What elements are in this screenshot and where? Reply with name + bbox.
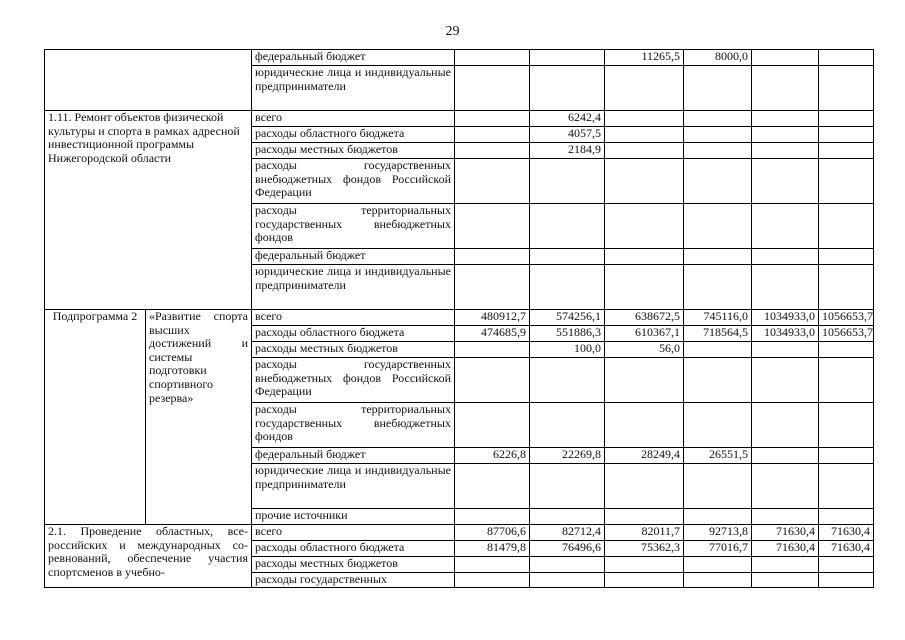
value-cell: 6242,4 [530,111,605,127]
value-cell [530,50,605,66]
value-cell: 11265,5 [605,50,684,66]
source-label: расходы государственных внебюджетных фондов Российской Федерации [252,358,455,403]
value-cell [605,159,684,204]
value-cell [455,573,530,588]
value-cell [455,159,530,204]
value-cell [605,111,684,127]
value-cell [752,464,819,509]
source-label: всего [252,525,455,541]
value-cell [752,143,819,159]
value-cell [819,50,874,66]
source-label: юридические лица и индивидуальные предприниматели [252,66,455,111]
value-cell [530,204,605,249]
value-cell [530,573,605,588]
value-cell [530,159,605,204]
value-cell: 8000,0 [684,50,752,66]
value-cell: 100,0 [530,342,605,358]
value-cell: 77016,7 [684,541,752,557]
value-cell [455,50,530,66]
value-cell [819,464,874,509]
value-cell [605,509,684,525]
value-cell [752,127,819,143]
value-cell [605,557,684,573]
source-label: юридические лица и индивидуальные предприниматели [252,265,455,310]
value-cell [819,557,874,573]
source-label: расходы территориальных государственных внебюджетных фондов [252,403,455,448]
value-cell [605,127,684,143]
value-cell: 6226,8 [455,448,530,464]
value-cell: 71630,4 [752,541,819,557]
value-cell [819,127,874,143]
source-label: расходы областного бюджета [252,127,455,143]
value-cell [684,342,752,358]
value-cell [605,573,684,588]
value-cell [455,249,530,265]
source-label: юридические лица и индивидуальные предприниматели [252,464,455,509]
value-cell [530,403,605,448]
value-cell [530,557,605,573]
value-cell: 22269,8 [530,448,605,464]
value-cell [752,265,819,310]
value-cell: 1056653,7 [819,326,874,342]
source-label: расходы территориальных государственных внебюджетных фондов [252,204,455,249]
value-cell [455,342,530,358]
value-cell [530,265,605,310]
subprogram-name: «Развитие спорта высших достижений и системы подготовки спортивного резерва» [146,310,252,525]
value-cell [684,66,752,111]
value-cell [455,557,530,573]
value-cell [605,403,684,448]
value-cell [684,557,752,573]
value-cell: 26551,5 [684,448,752,464]
value-cell: 718564,5 [684,326,752,342]
source-label: расходы местных бюджетов [252,143,455,159]
value-cell: 82712,4 [530,525,605,541]
value-cell [819,358,874,403]
value-cell [455,66,530,111]
value-cell: 87706,6 [455,525,530,541]
value-cell [819,448,874,464]
value-cell [684,464,752,509]
source-label: федеральный бюджет [252,50,455,66]
value-cell [455,358,530,403]
table-row [45,525,874,541]
value-cell: 75362,3 [605,541,684,557]
value-cell: 574256,1 [530,310,605,326]
page-number: 29 [445,24,460,39]
value-cell: 92713,8 [684,525,752,541]
value-cell [752,573,819,588]
value-cell [605,66,684,111]
value-cell [455,204,530,249]
continued-activity-cell [45,50,252,111]
value-cell [684,509,752,525]
source-label: расходы государственных внебюджетных фондов Российской Федерации [252,159,455,204]
source-label: федеральный бюджет [252,249,455,265]
source-label: прочие источники [252,509,455,525]
value-cell [752,204,819,249]
value-cell [455,464,530,509]
source-label: расходы государственных [252,573,455,588]
value-cell [455,403,530,448]
value-cell [684,143,752,159]
value-cell [819,66,874,111]
value-cell [819,111,874,127]
source-label: расходы областного бюджета [252,541,455,557]
value-cell: 638672,5 [605,310,684,326]
value-cell [819,159,874,204]
table-row [45,310,874,326]
value-cell [819,249,874,265]
value-cell [530,358,605,403]
source-label: всего [252,310,455,326]
value-cell: 610367,1 [605,326,684,342]
value-cell [684,358,752,403]
value-cell [819,342,874,358]
subprogram-label: Подпрограмма 2 [45,310,146,525]
value-cell [752,66,819,111]
value-cell [530,509,605,525]
value-cell: 71630,4 [819,525,874,541]
value-cell [455,509,530,525]
value-cell [819,143,874,159]
value-cell [752,557,819,573]
value-cell [455,111,530,127]
value-cell [530,464,605,509]
value-cell [819,403,874,448]
activity-name-cell: 1.11. Ремонт объектов физической культуры и спорта в рамках адресной инвестиционной программы Нижегородской области [45,111,252,310]
value-cell: 474685,9 [455,326,530,342]
source-label: расходы местных бюджетов [252,557,455,573]
value-cell: 28249,4 [605,448,684,464]
value-cell: 4057,5 [530,127,605,143]
value-cell [605,358,684,403]
value-cell [752,448,819,464]
value-cell [752,111,819,127]
value-cell: 1034933,0 [752,310,819,326]
value-cell [455,143,530,159]
source-label: расходы областного бюджета [252,326,455,342]
value-cell [684,249,752,265]
value-cell: 480912,7 [455,310,530,326]
value-cell [752,50,819,66]
value-cell [605,265,684,310]
value-cell [605,204,684,249]
value-cell [752,358,819,403]
value-cell [819,204,874,249]
value-cell [684,204,752,249]
source-label: федеральный бюджет [252,448,455,464]
value-cell: 551886,3 [530,326,605,342]
source-label: всего [252,111,455,127]
value-cell [752,342,819,358]
budget-table [44,49,874,588]
activity-name-cell: 2.1. Проведение областных, все-российских и международных со-ревнований, обеспечение участия спортсменов в учебно- [45,525,252,588]
value-cell [684,403,752,448]
value-cell [752,509,819,525]
table-row [45,50,874,66]
value-cell [819,573,874,588]
value-cell: 745116,0 [684,310,752,326]
value-cell [530,66,605,111]
value-cell [752,249,819,265]
value-cell [684,111,752,127]
value-cell [455,127,530,143]
value-cell [684,159,752,204]
value-cell: 76496,6 [530,541,605,557]
source-label: расходы местных бюджетов [252,342,455,358]
value-cell [455,265,530,310]
value-cell [752,403,819,448]
value-cell [819,265,874,310]
value-cell [605,249,684,265]
table-row [45,111,874,127]
value-cell [752,159,819,204]
value-cell [684,127,752,143]
value-cell: 71630,4 [752,525,819,541]
value-cell: 1056653,7 [819,310,874,326]
value-cell: 82011,7 [605,525,684,541]
value-cell [605,143,684,159]
value-cell [530,249,605,265]
value-cell: 2184,9 [530,143,605,159]
value-cell [605,464,684,509]
value-cell: 71630,4 [819,541,874,557]
value-cell [819,509,874,525]
value-cell: 56,0 [605,342,684,358]
value-cell [684,265,752,310]
value-cell [684,573,752,588]
value-cell: 1034933,0 [752,326,819,342]
value-cell: 81479,8 [455,541,530,557]
